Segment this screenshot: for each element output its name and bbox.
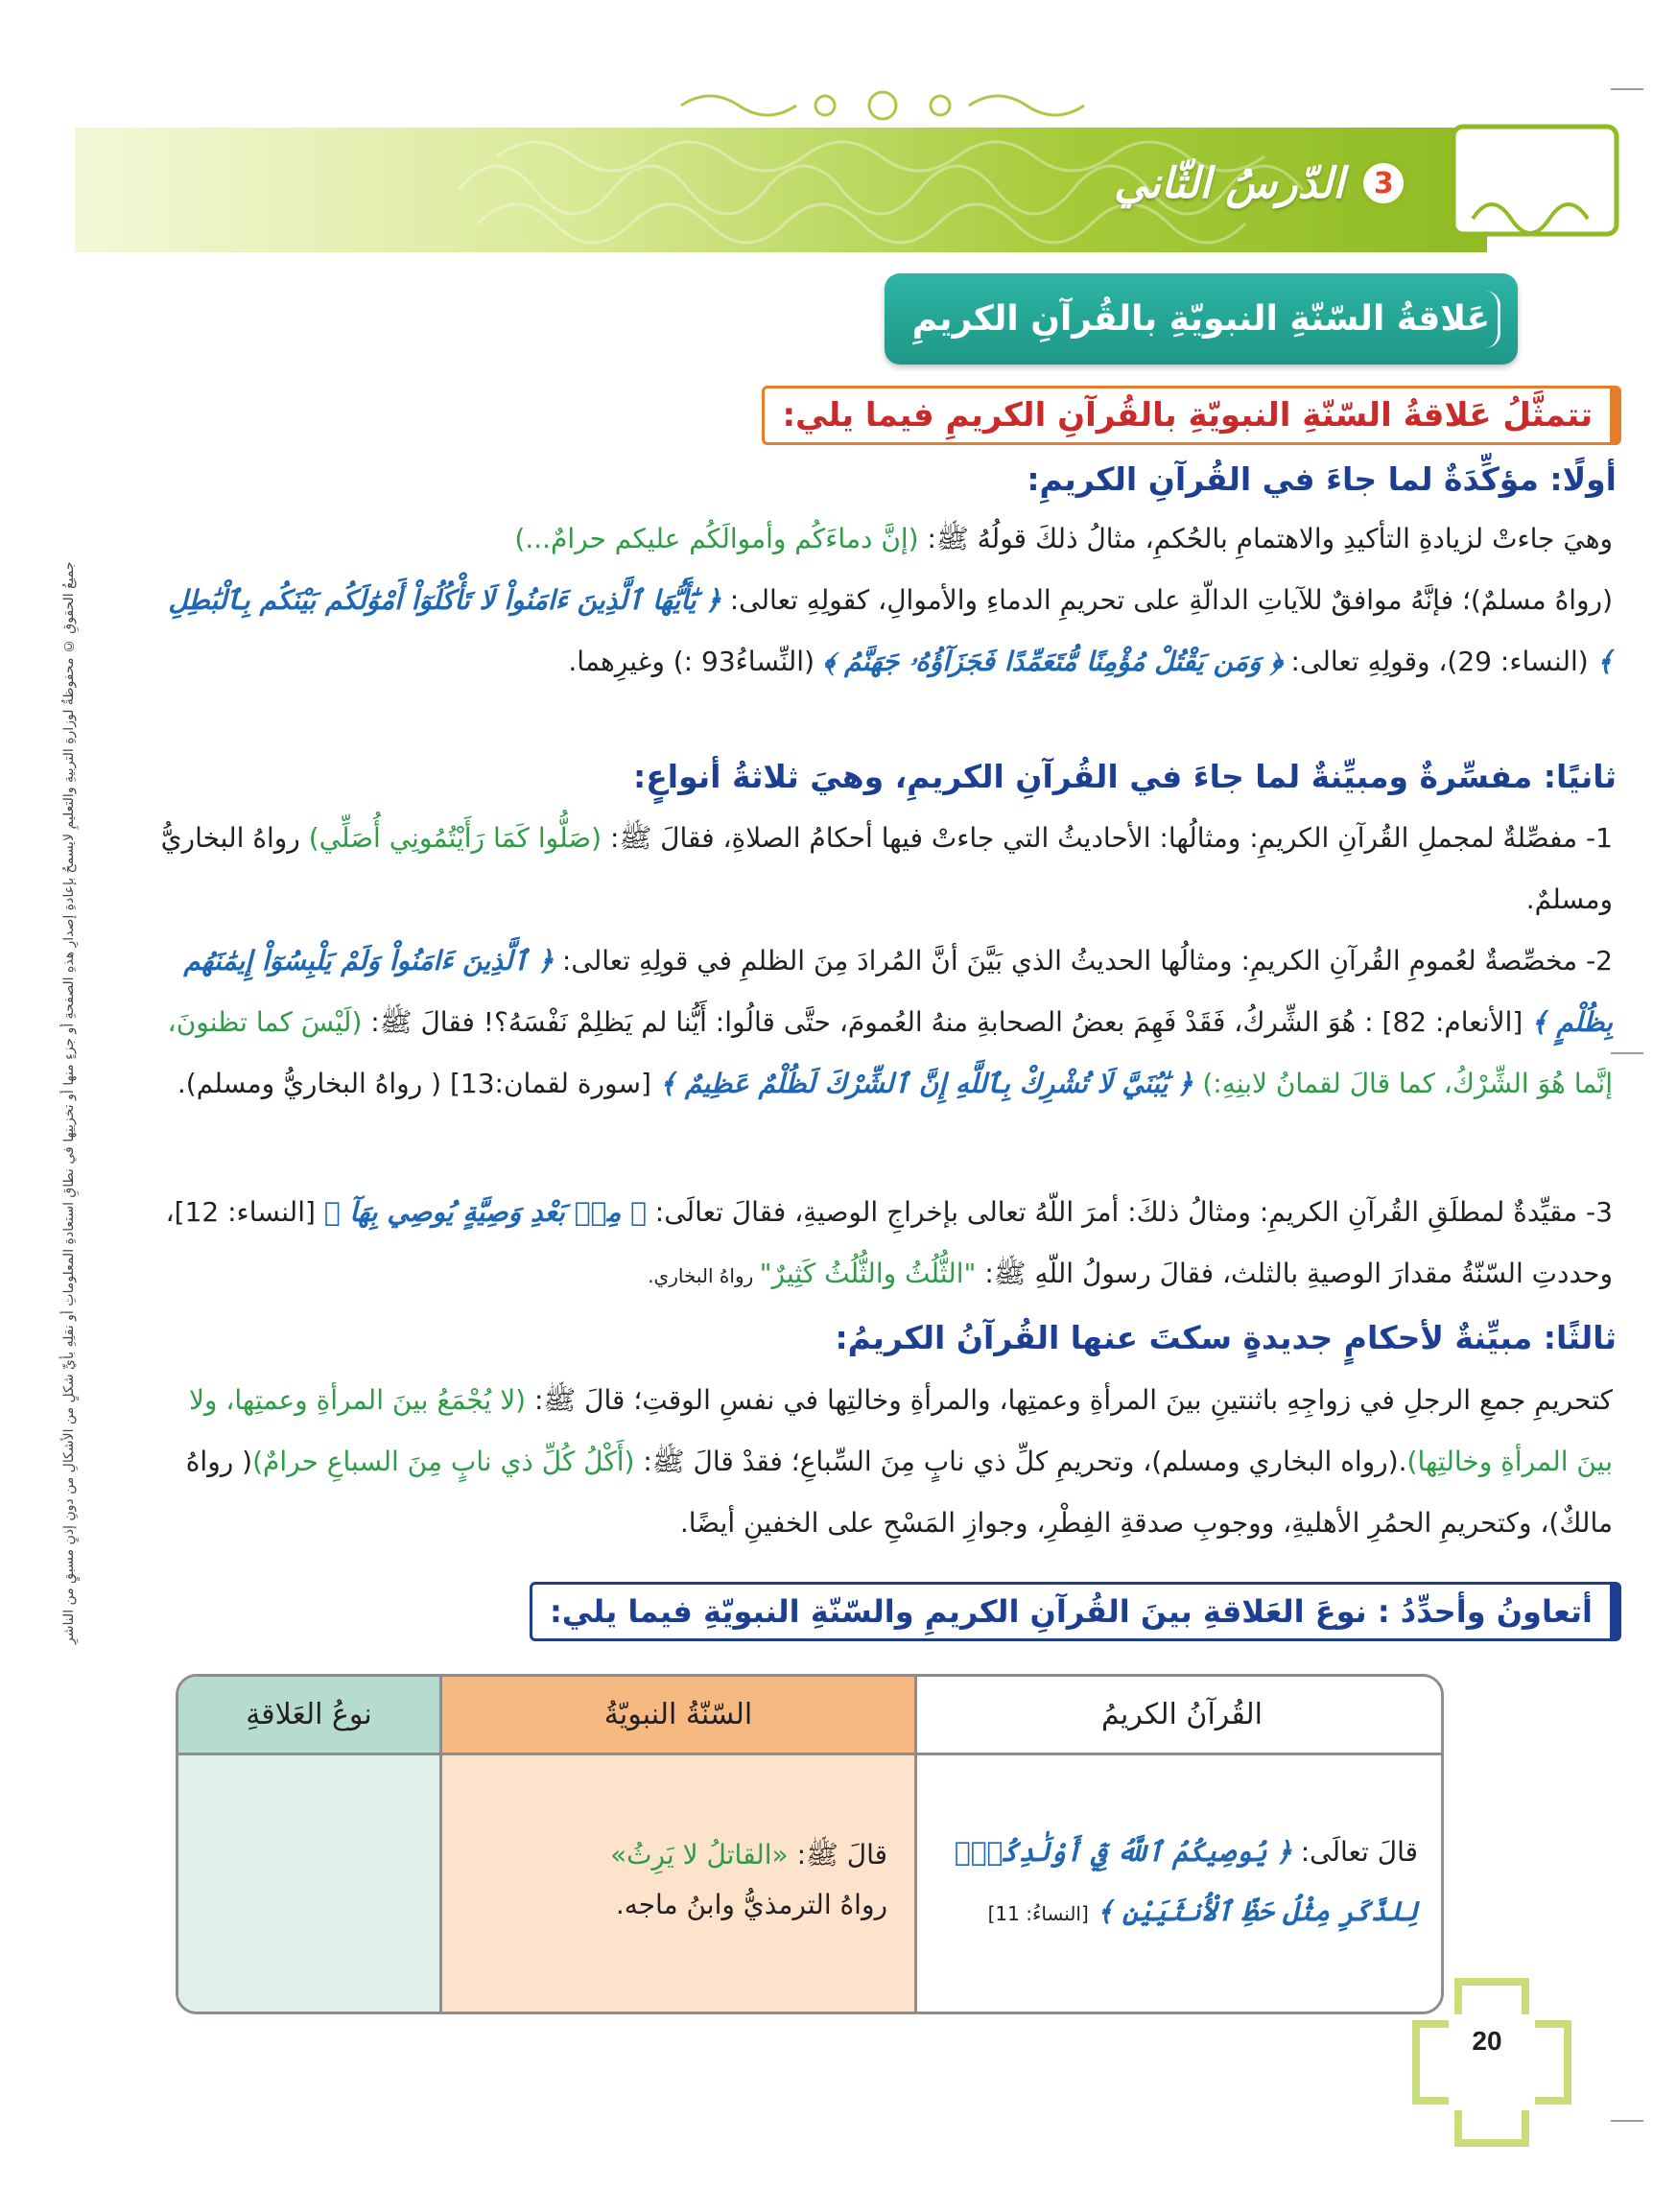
first-text: وهيَ جاءتْ لزيادةِ التأكيدِ والاهتمامِ بالحُكمِ، مثالُ ذلكَ قولُهُ ﷺ: [918,523,1613,554]
intro-heading-box [762,386,1621,445]
first-verse: ﴿ يَٰٓأَيُّهَا ٱلَّذِينَ ءَامَنُواْ لَا تَأْكُلُوٓاْ أَمْوَٰلَكُم بَيْنَكُم بِٱلْبَٰطِلِ ﴾ [168,584,1613,677]
second-item-3 [153,1182,1613,1306]
ornament-icon [672,86,1094,125]
trim-mark [1611,2120,1643,2122]
sunnah-intro: قالَ ﷺ: [788,1839,887,1871]
first-heading: أولًا: مؤكِّدَةٌ لما جاءَ في القُرآنِ الكريمِ: [1027,460,1617,498]
lesson-title: الدّرسُ الثّاني [1114,158,1345,208]
third-paragraph [153,1370,1613,1554]
sunnah-source: رواهُ الترمذيُّ وابنُ ماجه. [615,1889,887,1920]
first-hadith: (إنَّ دماءَكُم وأموالَكُم عليكم حرامٌ...) [514,523,919,554]
item3-hadith: "الثُّلُثُ والثُّلُثُ كَثِيرٌ" [759,1258,977,1289]
intro-heading: تتمثَّلُ عَلاقةُ السّنّةِ النبويّةِ بالقُرآنِ الكريمِ فيما يلي: [782,396,1593,435]
quran-verse: ﴿ يُوصِيكُمُ ٱللَّهُ فِيٓ أَوْلَٰدِكُمْۖ لِلذَّكَرِ مِثْلُ حَظِّ ٱلْأُنثَيَيْنِ ﴾ [954,1836,1418,1927]
item1-text: 1- مفصِّلةٌ لمجملِ القُرآنِ الكريمِ: ومثالُها: الأحاديثُ التي جاءتْ فيها أحكامُ الصلاةِ، فقالَ ﷺ: [602,822,1613,854]
quran-intro: قالَ تعالَى: [1291,1836,1418,1868]
item2-verse: ﴿ ٱلَّذِينَ ءَامَنُواْ وَلَمْ يَلْبِسُوٓاْ إِيمَٰنَهُم بِظُلْمٍ ﴾ [183,945,1613,1038]
lesson-title-tab [1114,121,1459,246]
first-ref: (النساء: 29)، وقولِهِ تعالى: [1282,646,1597,677]
first-text-2: (رواهُ مسلمٌ)؛ فإنَّهُ موافقٌ للآياتِ الدالّةِ على تحريمِ الدماءِ والأموالِ، كقولِهِ تعالى: [720,584,1613,616]
third-hadith: (لا يُجْمَعُ بينَ المرأةِ وعمتِها، ولا بينَ المرأةِ وخالتِها) [188,1384,1613,1477]
item2-end: [سورة لقمان:13] ( رواهُ البخاريُّ ومسلم). [177,1068,660,1099]
section-banner [885,273,1518,365]
table-header-quran: القُرآنُ الكريمُ [917,1677,1444,1755]
relation-table [176,1674,1444,2014]
first-verse-2: ﴿ وَمَن يَقْتُلْ مُؤْمِنًا مُّتَعَمِّدًا فَجَزَآؤُهُۥ جَهَنَّمُ ﴾ [822,646,1283,677]
item2-text: 2- مخصِّصةٌ لعُمومِ القُرآنِ الكريمِ: ومثالُها الحديثُ الذي بَيَّنَ أنَّ المُرادَ مِنَ الظلمِ في قولِهِ تعالى: [554,945,1613,977]
sunnah-hadith: «القاتلُ لا يَرِثُ» [610,1839,789,1871]
item1-hadith: (صَلُّوا كَمَا رَأَيْتُمُونِي أُصَلِّي) [308,822,602,854]
item3-verse: ﴿ مِنۢ بَعْدِ وَصِيَّةٍ يُوصِي بِهَآ ﴾ [323,1196,647,1228]
item2-verse-2: ﴿ يَٰبُنَيَّ لَا تُشْرِكْ بِٱللَّهِ إِنَّ ٱلشِّرْكَ لَظُلْمٌ عَظِيمٌ ﴾ [659,1068,1203,1099]
banner-notch [1485,291,1500,348]
quran-cell [917,1755,1444,2012]
item3-text: 3- مقيِّدةٌ لمطلَقِ القُرآنِ الكريمِ: ومثالُ ذلكَ: أمرَ اللّهُ تعالى بإخراجِ الوصيةِ، فقالَ تعالَى: [646,1196,1613,1228]
page-number: 20 [1472,2026,1502,2056]
item2-mid: [الأنعام: 82] : هُوَ الشِّركُ، فَقَدْ فَهِمَ بعضُ الصحابةِ منهُ العُمومَ، حتَّى قالُوا: أَيُّنا لم يَظلِمْ نَفْسَهُ؟! فقالَ ﷺ: [362,1006,1532,1038]
activity-heading-box [530,1582,1621,1641]
item3-end: رواهُ البخاري. [648,1264,760,1287]
first-end: (النِّساءُ93 :) وغيرِهما. [568,646,823,677]
second-item-1 [153,808,1613,930]
item2-hadith: (لَيْسَ كما تظنونَ، إنَّما هُوَ الشِّرْكُ، كما قالَ لقمانُ لابنِهِ:) [167,1006,1613,1099]
third-heading: ثالثًا: مبيِّنةٌ لأحكامٍ جديدةٍ سكتَ عنها القُرآنُ الكريمُ: [835,1319,1617,1356]
second-item-2 [153,930,1613,1115]
item3-mid: [النساء: 12]، وحددتِ السّنّةُ مقدارَ الوصيةِ بالثلث، فقالَ رسولُ اللّهِ ﷺ: [165,1196,1613,1289]
first-paragraph [153,508,1613,693]
third-hadith-2: (أَكْلُ كُلِّ ذي نابٍ مِنَ السباعِ حرامٌ) [252,1446,635,1477]
second-heading: ثانيًا: مفسِّرةٌ ومبيِّنةٌ لما جاءَ في القُرآنِ الكريمِ، وهيَ ثلاثةُ أنواعٍ: [633,758,1617,795]
copyright-notice: جميعُ الحقوقِ © محفوظةٌ لوزارةِ التربيةِ والتعليمِ لايسمحُ بإعادةِ إصدارِ هذهِ الصفحةِ أو جزءٍ منها أو تخزينِها في نطاقِ استعادةِ المعلوماتِ أو نقلِهِ بأيِّ شكلٍ من الأشكالِ من دونِ إذنٍ مسبقٍ من الناشرِ [61,561,77,1645]
activity-heading: أتعاونُ وأحدِّدُ : نوعَ العَلاقةِ بينَ القُرآنِ الكريمِ والسّنّةِ النبويّةِ فيما يلي: [550,1593,1593,1630]
relation-answer-cell[interactable] [178,1755,442,2012]
third-text: كتحريمِ جمعِ الرجلِ في زواجِهِ باثنتينِ بينَ المرأةِ وعمتِها، والمرأةِ وخالتِها في نفسِ الوقتِ؛ قالَ ﷺ: [526,1384,1613,1416]
sunnah-cell [442,1755,917,2012]
quran-ref: [النساءُ: 11] [987,1902,1089,1925]
third-mid: .(رواه البخاري ومسلم)، وتحريمِ كلِّ ذي نابٍ مِنَ السِّباعِ؛ فقدْ قالَ ﷺ: [634,1446,1407,1477]
lesson-number-badge: 3 [1359,159,1407,207]
table-header-sunnah: السّنّةُ النبويّةُ [442,1677,917,1755]
item1-end: رواهُ البخاريُّ ومسلمٌ. [160,822,1613,915]
third-end: ( رواهُ مالكٌ)، وكتحريمِ الحمُرِ الأهليةِ، ووجوبِ صدقةِ الفِطْرِ، وجوازِ المَسْحِ على الخفينِ أيضًا. [185,1446,1613,1539]
section-title: عَلاقةُ السّنّةِ النبويّةِ بالقُرآنِ الكريمِ [911,299,1491,339]
trim-mark [1611,1052,1643,1054]
table-header-relation: نوعُ العَلاقةِ [178,1677,442,1755]
trim-mark [1611,88,1643,90]
